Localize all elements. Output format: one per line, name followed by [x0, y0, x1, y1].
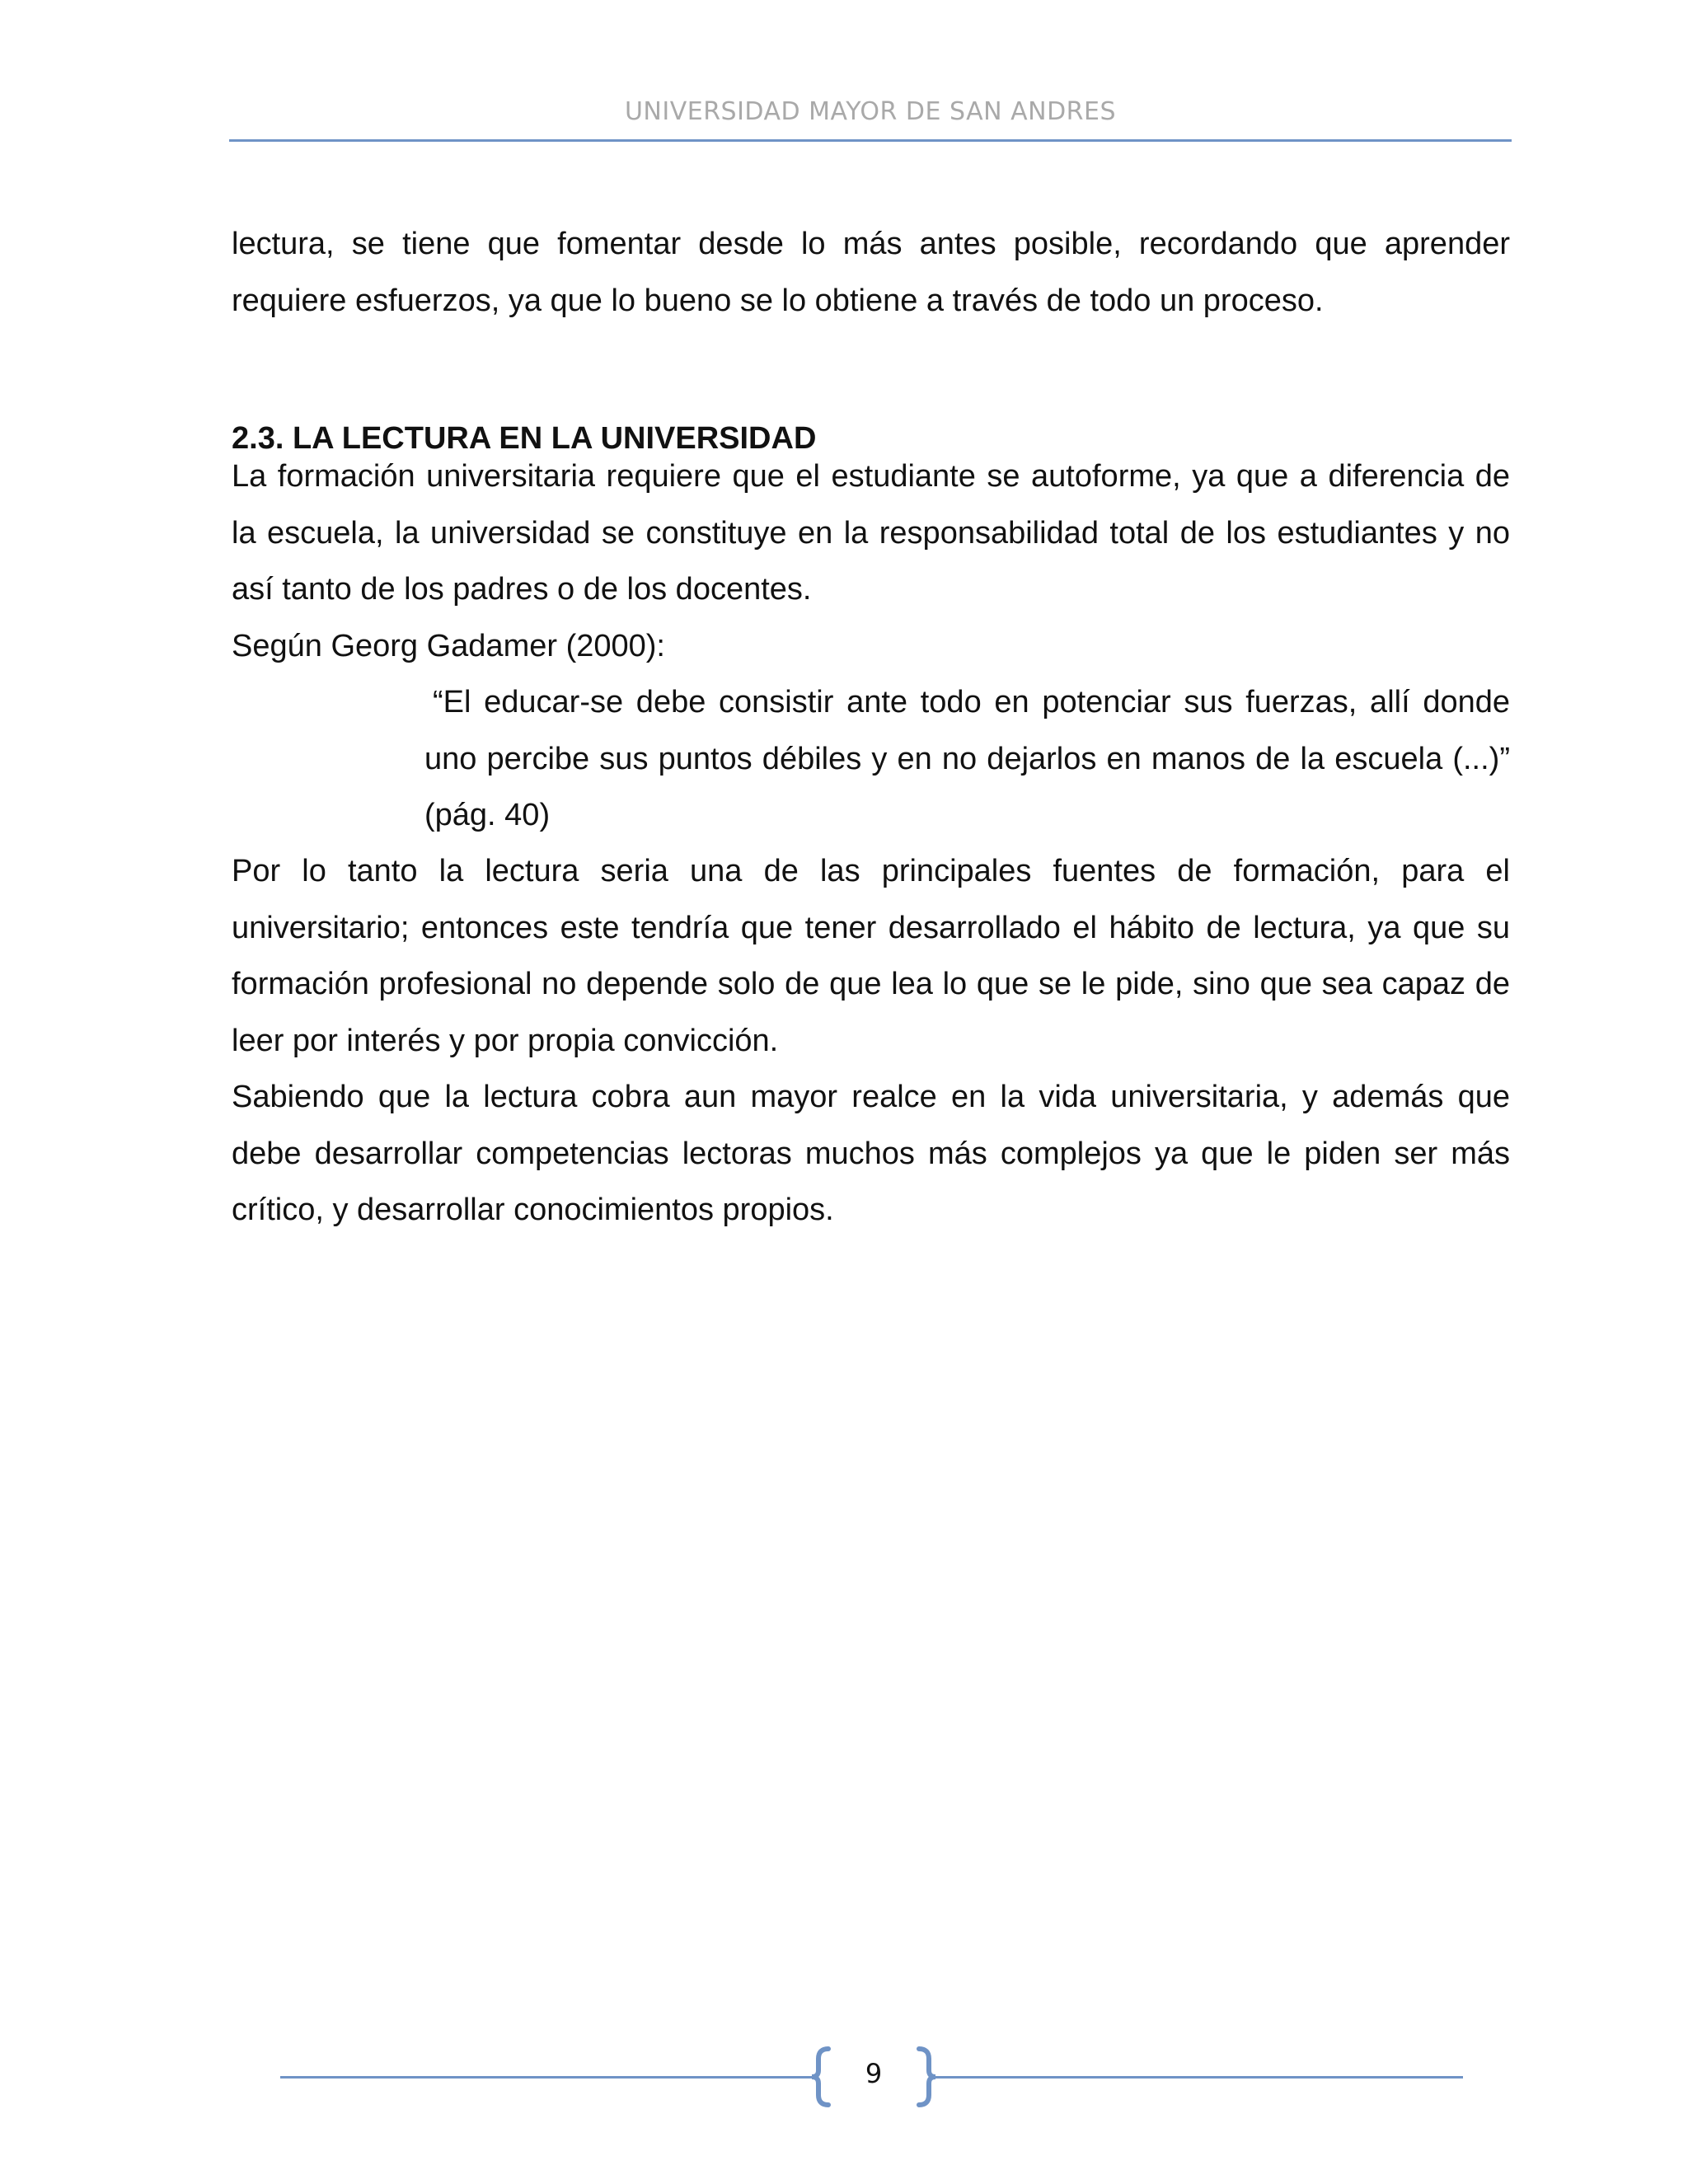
- paragraph-1: lectura, se tiene que fomentar desde lo más antes posible, recordando que aprender requiere esfuerzos, ya que lo bueno se lo obtiene a través de todo un proceso.: [232, 227, 1510, 318]
- citation-intro: Según Georg Gadamer (2000):: [232, 628, 665, 663]
- block-quote: “El educar-se debe consistir ante todo en potenciar sus fuerzas, allí donde uno percibe sus puntos débiles y en no dejarlos en manos de la escuela (...)” (pág. 40): [424, 685, 1510, 832]
- paragraph-block-2: [232, 448, 1510, 674]
- paragraph-3: Por lo tanto la lectura seria una de las principales fuentes de formación, para el universitario; entonces este tendría que tener desarrollado el hábito de lectura, ya que su formación profesional no depende solo de que lea lo que se le pide, sino que sea capaz de leer por interés y por propia convicción.: [232, 854, 1510, 1058]
- section-heading: 2.3. LA LECTURA EN LA UNIVERSIDAD: [232, 421, 817, 456]
- page-number: 9: [865, 2058, 883, 2089]
- page-header-title: UNIVERSIDAD MAYOR DE SAN ANDRES: [624, 97, 1117, 126]
- paragraph-4: Sabiendo que la lectura cobra aun mayor realce en la vida universitaria, y además que debe desarrollar competencias lectoras muchos más complejos ya que le piden ser más crítico, y desarrollar conocimientos propios.: [232, 1080, 1510, 1227]
- paragraph-2: La formación universitaria requiere que el estudiante se autoforme, ya que a diferencia de la escuela, la universidad se constituye en la responsabilidad total de los estudiantes y no así tanto de los padres o de los docentes.: [232, 459, 1510, 607]
- left-bracket-icon: [804, 2044, 837, 2110]
- header-divider: [229, 139, 1512, 142]
- paragraph-block-3: [232, 843, 1510, 1239]
- footer-rule-right: [935, 2076, 1463, 2079]
- footer-rule-left: [280, 2076, 812, 2079]
- paragraph-continuation: [232, 216, 1510, 329]
